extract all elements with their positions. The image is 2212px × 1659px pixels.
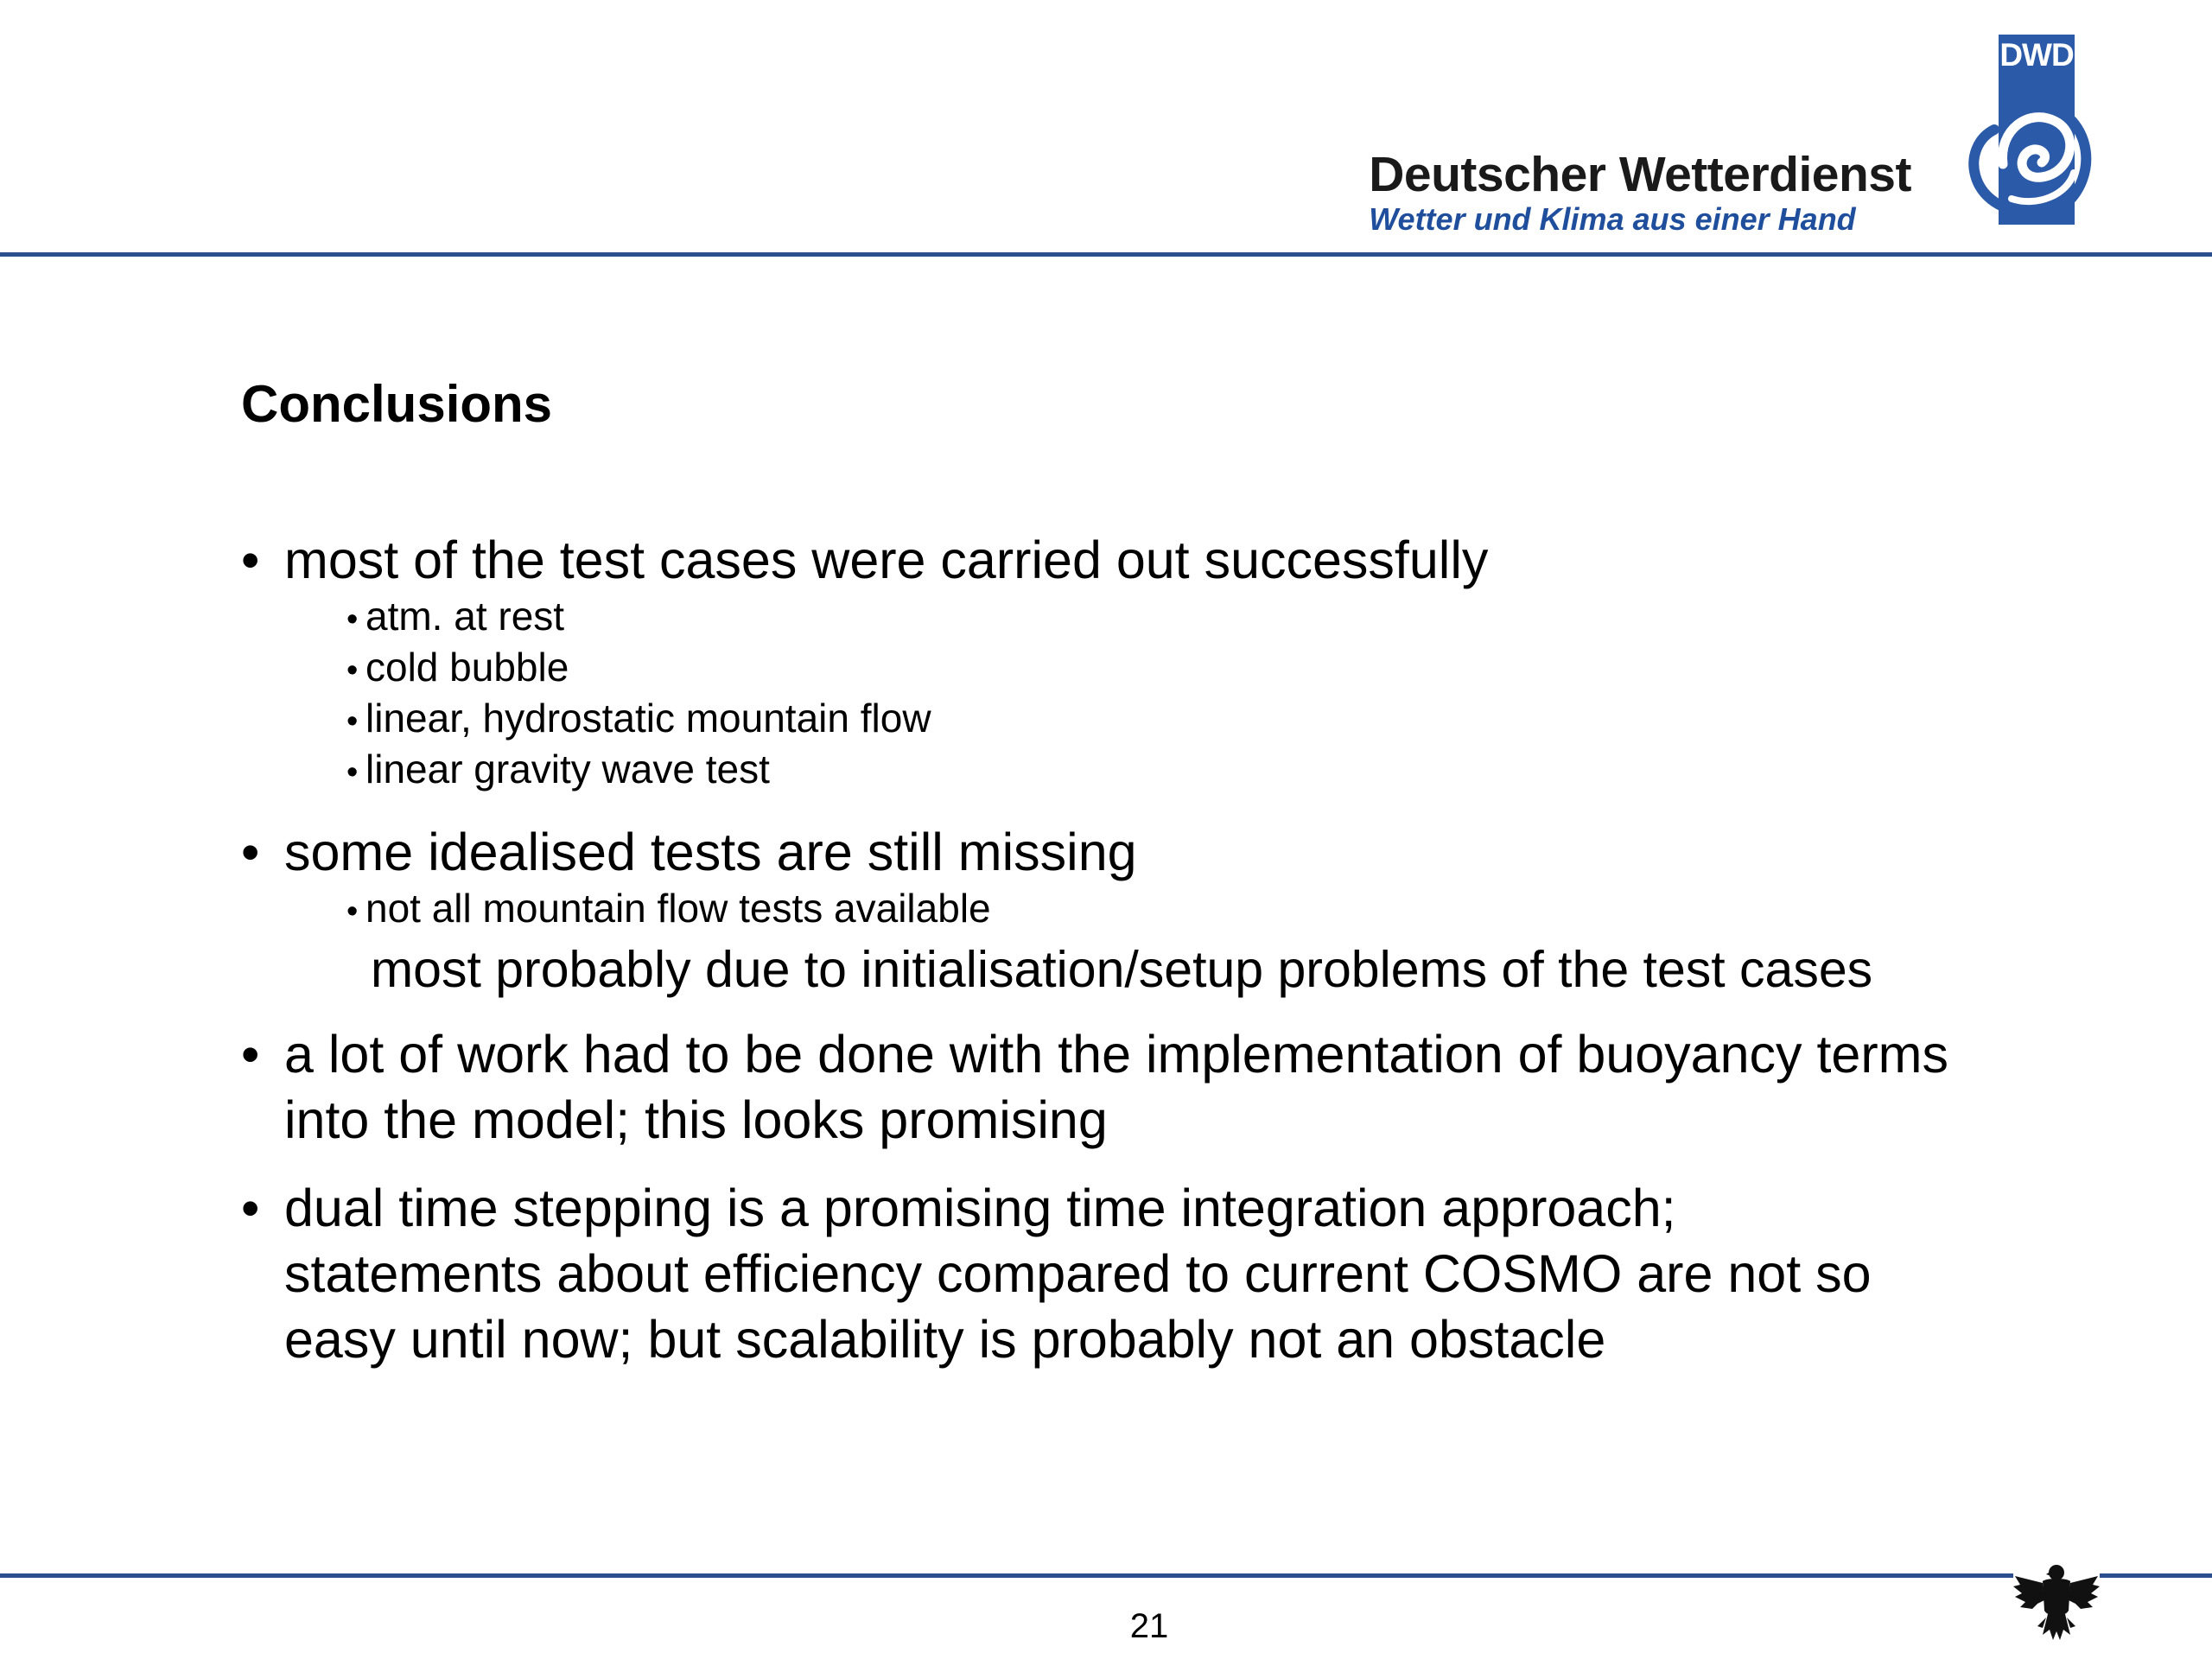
- bullet-continuation: most probably due to initialisation/setup problems of the test cases: [371, 941, 1873, 998]
- bullet-text: some idealised tests are still missing: [284, 823, 1137, 881]
- organization-tagline: Wetter und Klima aus einer Hand: [1369, 201, 1856, 237]
- logo-text: DWD: [1999, 35, 2075, 76]
- page-number: 21: [1129, 1607, 1169, 1645]
- bullet-dot: •: [241, 1179, 260, 1237]
- bullet-text-line: into the model; this looks promising: [284, 1090, 1108, 1149]
- sub-bullet-text: atm. at rest: [365, 594, 565, 639]
- sub-bullet-text: linear, hydrostatic mountain flow: [365, 696, 931, 741]
- organization-name: Deutscher Wetterdienst: [1369, 147, 1911, 202]
- slide-title: Conclusions: [241, 375, 553, 433]
- federal-eagle-icon: [2012, 1557, 2101, 1643]
- dwd-logo: [1942, 35, 2102, 229]
- bullet-text-line: a lot of work had to be done with the implementation of buoyancy terms: [284, 1025, 1948, 1084]
- bullet-item: [241, 1021, 1948, 1153]
- bullet-text-line: statements about efficiency compared to current COSMO are not so: [284, 1244, 1872, 1303]
- bullet-dot: •: [241, 1025, 260, 1084]
- bullet-dot: •: [241, 823, 260, 881]
- sub-bullet-item: • linear, hydrostatic mountain flow: [346, 696, 931, 741]
- sub-bullet-item: • not all mountain flow tests available: [346, 886, 991, 931]
- sub-bullet-text: linear gravity wave test: [365, 747, 770, 791]
- bullet-text-line: dual time stepping is a promising time integration approach;: [284, 1179, 1676, 1237]
- sub-bullet-text: not all mountain flow tests available: [365, 886, 991, 931]
- sub-bullet-text: cold bubble: [365, 645, 569, 690]
- header-divider: [0, 252, 2212, 257]
- sub-bullet-item: • cold bubble: [346, 645, 569, 690]
- sub-bullet-item: • linear gravity wave test: [346, 747, 770, 791]
- bullet-text: most of the test cases were carried out successfully: [284, 531, 1489, 589]
- brand-block: [1369, 147, 1911, 237]
- bullet-text-line: easy until now; but scalability is probably not an obstacle: [284, 1310, 1606, 1369]
- sub-bullet-item: • atm. at rest: [346, 594, 565, 639]
- bullet-item: [241, 1175, 1872, 1372]
- bullet-dot: •: [241, 531, 260, 589]
- bullet-item: [241, 527, 1488, 593]
- footer-divider: [0, 1573, 2013, 1578]
- bullet-item: [241, 819, 1137, 885]
- footer-divider-right: [2100, 1573, 2212, 1578]
